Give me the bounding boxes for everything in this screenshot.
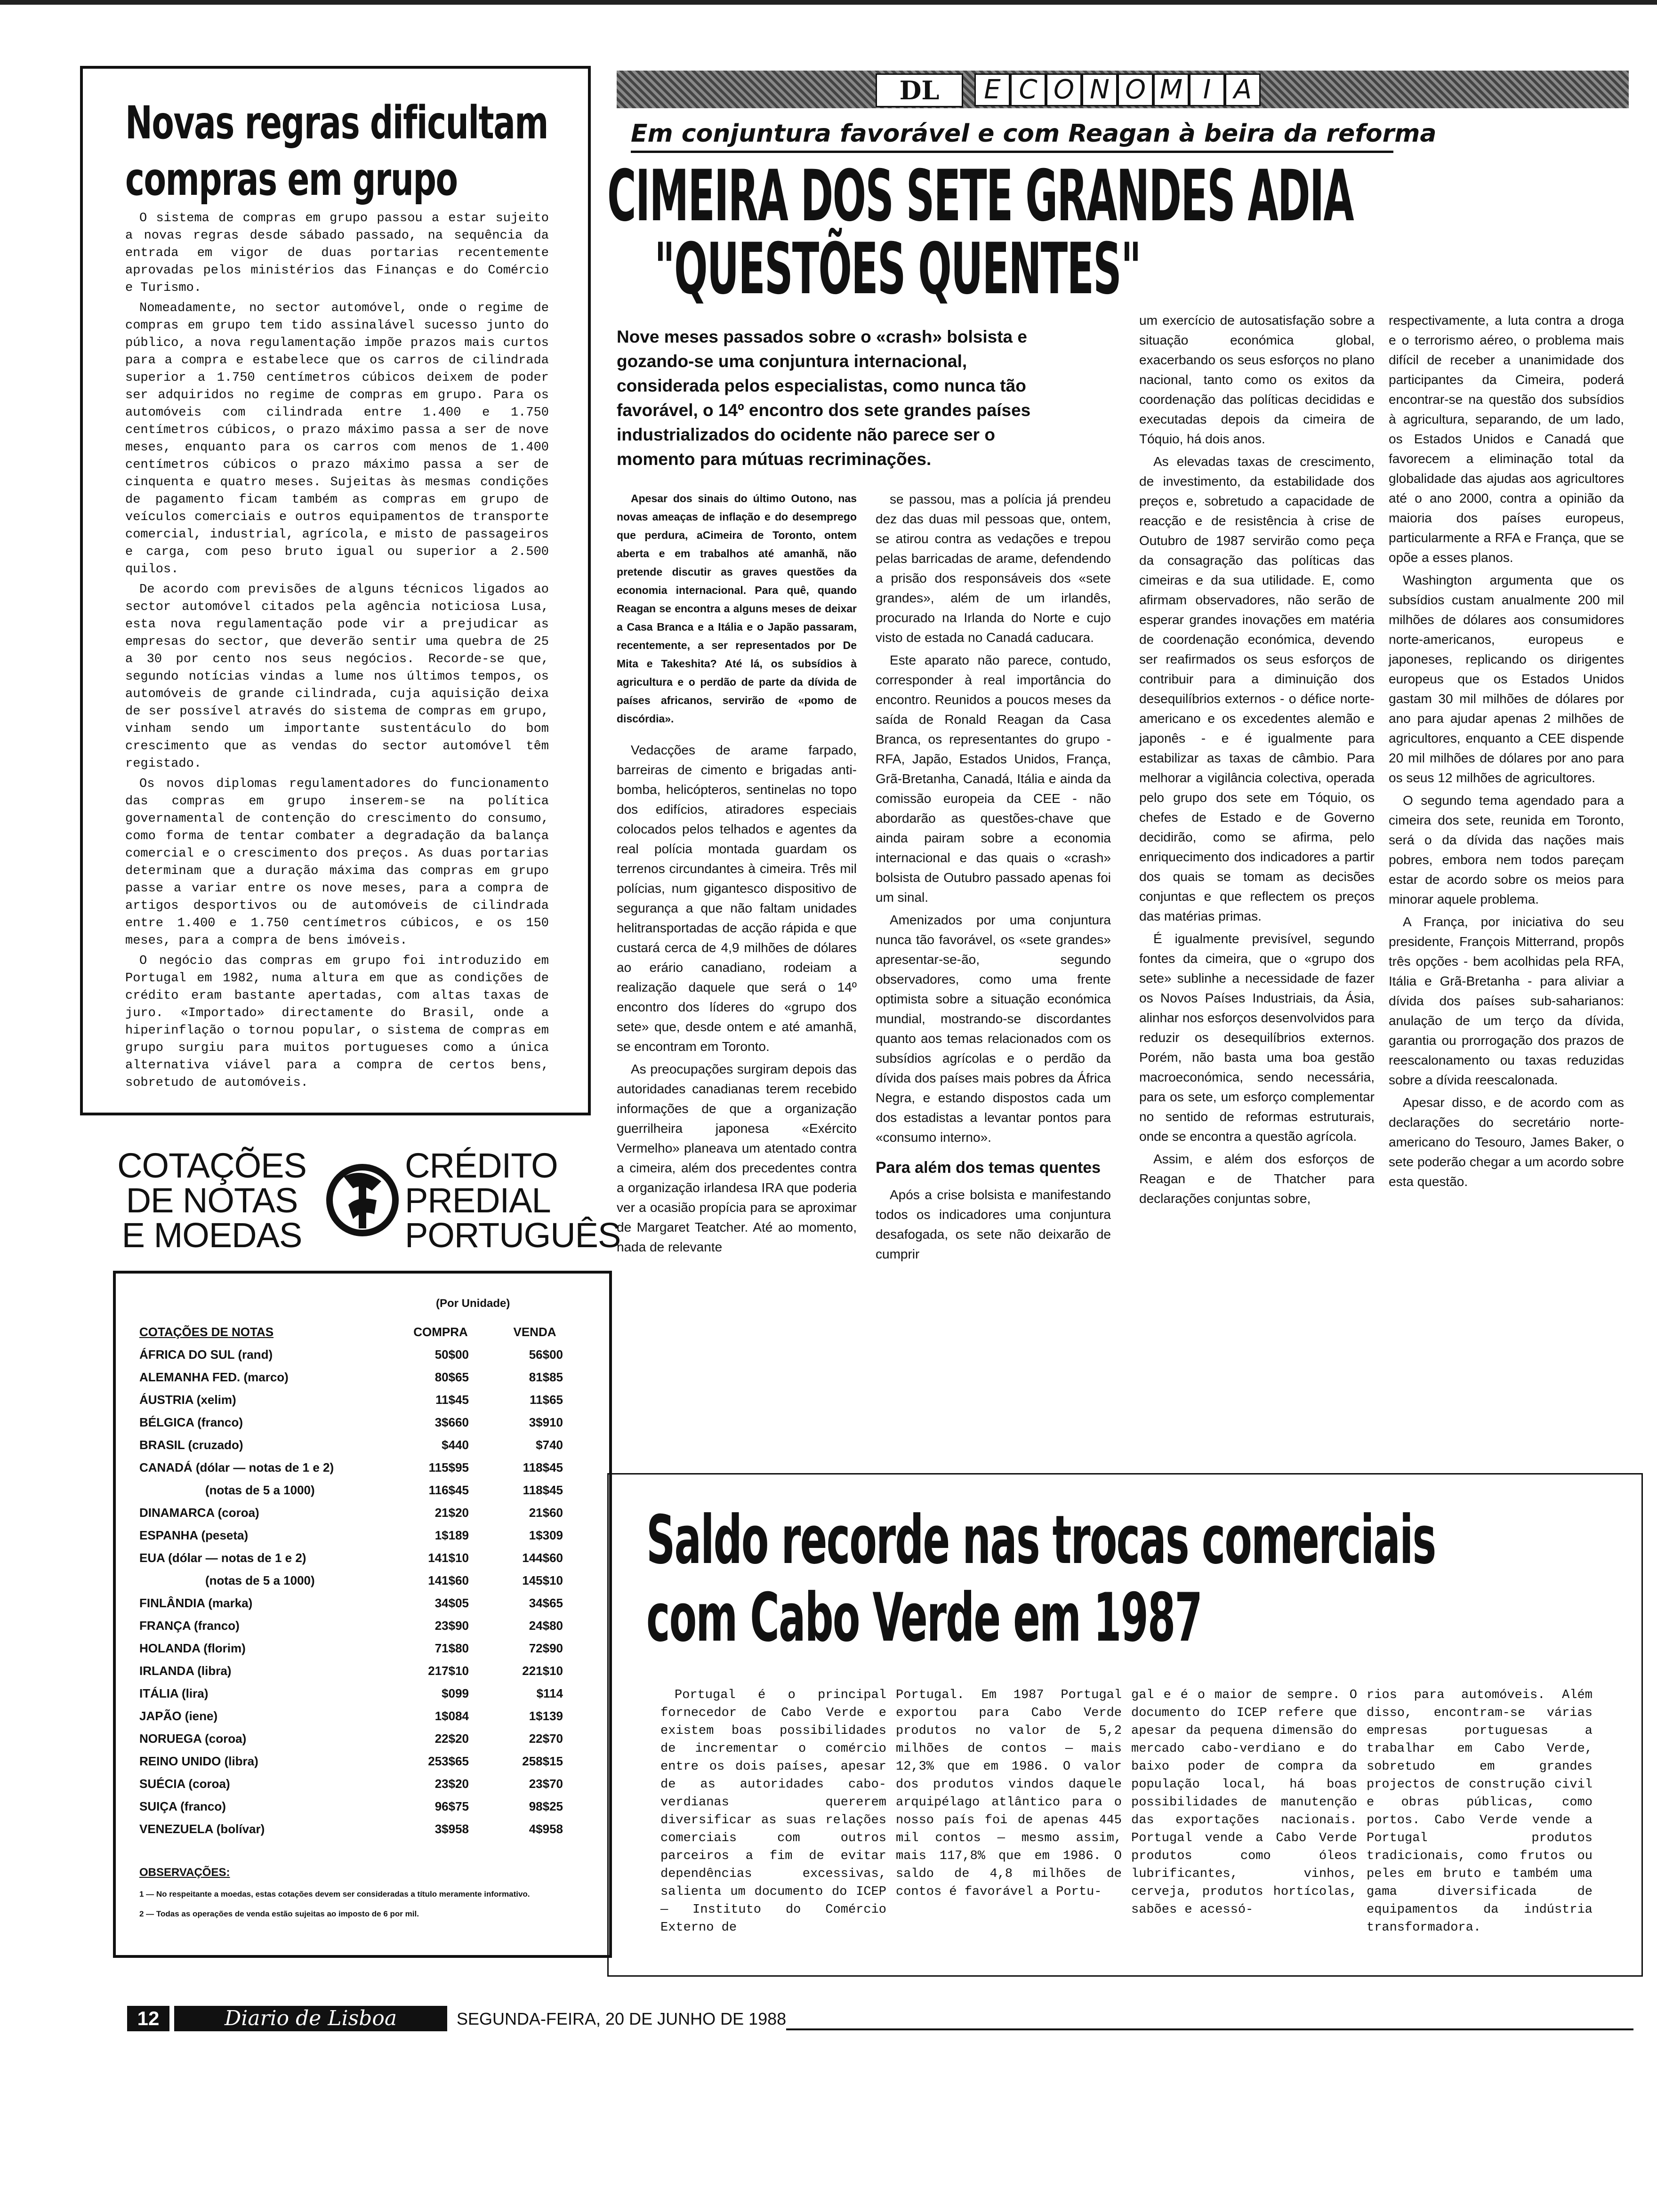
bottom-headline-line-1: Saldo recorde nas trocas comerciais (646, 1503, 1436, 1579)
main-headline (607, 160, 1643, 315)
col-header-buy: COMPRA (413, 1324, 468, 1339)
obs-title: OBSERVAÇÕES: (139, 1866, 230, 1879)
rate-row (139, 1592, 582, 1614)
paragraph: um exercício de autosatisfação sobre a situação económica global, exacerbando os seus esforços no plano nacional, tanto como os exitos da coordenação das políticas decididas e executadas depois da cimeira de Tóquio, há dois anos. (1139, 313, 1375, 446)
paragraph: As elevadas taxas de crescimento, de investimento, da estabilidade dos preços e, sobretudo a capacidade de reacção e de resistência à crise de Outubro de 1987 servirão como peça da consagração das políticas das cimeiras e da sua utilidade. E, como afirmam observadores, não serão de esperar grandes inovações em matéria de coordenação económica, devendo ser reafirmados os seus esforços de contribuir para a diminuição dos desequilíbrios externos - o défice norte-americano e os excedentes alemão e japonês - e é igualmente para estabilizar as taxas de câmbio. Para melhorar a vigilância colectiva, operada pelo grupo dos sete em Tóquio, os chefes de Estado e de Governo decidirão, como se afirma, pelo enriquecimento dos indicadores a partir dos quais se tomam as decisões conjuntas e que reflectem os preços das matérias primas. (1139, 454, 1375, 923)
top-rule (0, 0, 1657, 5)
buy-rate: 141$60 (428, 1573, 469, 1587)
bank-name-line: PORTUGUÊS (405, 1216, 621, 1255)
rate-row (139, 1614, 582, 1637)
sell-rate: 72$90 (529, 1641, 563, 1655)
paragraph: Apesar disso, e de acordo com as declarações do secretário norte-americano do Tesouro, James Baker, o sete poderão chegar a um acordo sobre esta questão. (1389, 1095, 1624, 1189)
currency-name: HOLANDA (florim) (139, 1641, 246, 1655)
rate-row (139, 1343, 582, 1366)
bottom-col-3: gal e é o maior de sempre. O documento do ICEP refere que apesar da pequena dimensão do mercado cabo-verdiano e do baixo poder de compra da população local, há boas possibilidades de manutenção das exportações nacionais. Portugal vende a Cabo Verde produtos como óleos lubrificantes, vinhos, cerveja, produtos hortícolas, sabões e acessó- (1131, 1688, 1357, 1917)
economia-banner (617, 71, 1629, 108)
rates-table-box (113, 1271, 612, 1958)
buy-rate: 217$10 (428, 1663, 469, 1678)
main-kicker: Em conjuntura favorável e com Reagan à beira da reforma (631, 120, 1437, 148)
sell-rate: 21$60 (529, 1505, 563, 1520)
rate-row (139, 1795, 582, 1818)
currency-name: ALEMANHA FED. (marco) (139, 1370, 289, 1384)
banner-letter: C (1010, 73, 1046, 106)
rate-row (139, 1524, 582, 1547)
rate-row (139, 1705, 582, 1727)
paragraph: Nomeadamente, no sector automóvel, onde o regime de compras em grupo tem tido assinalável sucesso junto do público, a nova regulamentação impõe prazos mais curtos para a compra e estabelece que os carros de cilindrada superior a 1.750 centímetros cúbicos deixem de poder ser adquiridos no regime de compras em grupo. Para os automóveis com cilindrada entre 1.400 e 1.750 centímetros cúbicos, o prazo máximo passa a ser de nove meses, enquanto para os carros com menos de 1.400 centímetros cúbicos o prazo máximo passa a ser de cinquenta e quatro meses. Sujeitas às mesmas condições de pagamento ficam também as compras em grupo de veículos comerciais e outros equipamentos de transporte comercial, industrial, agrícola, e misto de passageiros e carga, com peso bruto igual ou superior a 2.500 quilos. (125, 301, 549, 577)
bottom-headline (646, 1503, 1625, 1658)
rate-row (139, 1637, 582, 1659)
currency-name: EUA (dólar — notas de 1 e 2) (139, 1550, 306, 1565)
obs-note: 1 — No respeitante a moedas, estas cotações devem ser consideradas a título meramente informativo. (139, 1890, 530, 1899)
rates-table (139, 1321, 582, 1840)
article-headline (125, 97, 549, 205)
main-lead: Nove meses passados sobre o «crash» bolsista e gozando-se uma conjuntura internacional, considerada pelos especialistas, como nunca tão favorável, o 14º encontro dos sete grandes países industrializados do ocidente não parece ser o momento para mútuas recriminações. (617, 327, 1031, 469)
sell-rate: $740 (536, 1437, 563, 1452)
rate-row (139, 1750, 582, 1772)
buy-rate: 3$958 (434, 1821, 469, 1836)
buy-rate: 23$20 (434, 1776, 469, 1791)
rate-row (139, 1366, 582, 1388)
currency-name: BÉLGICA (franco) (139, 1415, 243, 1429)
sell-rate: 11$65 (530, 1392, 563, 1407)
sell-rate: 118$45 (523, 1460, 563, 1475)
rates-title (113, 1148, 311, 1253)
currency-name: (notas de 5 a 1000) (205, 1483, 315, 1497)
col-header-sell: VENDA (513, 1324, 556, 1339)
rate-row (139, 1727, 582, 1750)
sell-rate: $114 (536, 1686, 563, 1700)
buy-rate: 34$05 (434, 1595, 469, 1610)
currency-name: SUÉCIA (coroa) (139, 1776, 230, 1791)
sell-rate: 34$65 (529, 1595, 563, 1610)
buy-rate: 11$45 (435, 1392, 469, 1407)
sell-rate: 145$10 (522, 1573, 563, 1587)
rate-row (139, 1501, 582, 1524)
rate-row (139, 1772, 582, 1795)
rate-row (139, 1434, 582, 1456)
currency-name: CANADÁ (dólar — notas de 1 e 2) (139, 1460, 334, 1475)
currency-name: (notas de 5 a 1000) (205, 1573, 315, 1587)
rate-row (139, 1818, 582, 1840)
subhead: Para além dos temas quentes (876, 1159, 1101, 1177)
banner-letter: M (1153, 73, 1189, 106)
main-headline-line-2: "QUESTÕES QUENTES" (654, 228, 1141, 310)
headline-line-1: Novas regras dificultam (125, 96, 548, 149)
obs-note: 2 — Todas as operações de venda estão sujeitas ao imposto de 6 por mil. (139, 1909, 419, 1918)
buy-rate: 21$20 (434, 1505, 469, 1520)
masthead: Diario de Lisboa (174, 2006, 447, 2031)
buy-rate: $099 (442, 1686, 469, 1700)
cabo-verde-article (607, 1473, 1643, 1977)
bottom-col-4: rios para automóveis. Além disso, encontram-se várias empresas portuguesas a trabalhar em Cabo Verde, sobretudo em grandes projectos de construção civil e obras públicas, como portos. Cabo Verde vende a Portugal produtos tradicionais, como frutos ou peles em bruto e também uma gama diversificada de equipamentos da indústria transformadora. (1367, 1688, 1593, 1935)
bank-name-line: CRÉDITO (405, 1146, 558, 1185)
sell-rate: 4$958 (529, 1821, 563, 1836)
kicker-rule (631, 151, 1393, 153)
rate-row (139, 1456, 582, 1479)
main-headline-line-1: CIMEIRA DOS SETE GRANDES ADIA (607, 160, 1353, 237)
sell-rate: 98$25 (529, 1799, 563, 1813)
bottom-col-1: Portugal é o principal fornecedor de Cabo Verde e existem boas possibilidades de incrementar o comércio entre os dois países, apesar de as autoridades cabo-verdianas quererem diversificar as suas relações comerciais com outros parceiros a fim de evitar dependências excessivas, salienta um documento do ICEP — Instituto do Comércio Externo de (660, 1688, 886, 1935)
main-col-3 (1139, 311, 1375, 1211)
sell-rate: 258$15 (522, 1754, 563, 1768)
main-col-2 (876, 489, 1111, 1267)
rate-row (139, 1659, 582, 1682)
buy-rate: 96$75 (434, 1799, 469, 1813)
currency-name: NORUEGA (coroa) (139, 1731, 247, 1746)
rate-row (139, 1411, 582, 1434)
buy-rate: 22$20 (434, 1731, 469, 1746)
footer-rule (786, 2028, 1633, 2030)
col-header-currency: COTAÇÕES DE NOTAS (139, 1324, 274, 1339)
currency-name: SUIÇA (franco) (139, 1799, 226, 1813)
paragraph: O negócio das compras em grupo foi introduzido em Portugal em 1982, numa altura em que as condições de crédito eram bastante apertadas, com altas taxas de juro. «Importado» directamente do Brasil, onde a hiperinflação o tornou popular, o sistema de compras em grupo surgiu para muitos portugueses como a única alternativa viável para a compra de certos bens, sobretudo de automóveis. (125, 954, 549, 1090)
intro-paragraph: Apesar dos sinais do último Outono, nas novas ameaças de inflação e do desemprego que perdura, aCimeira de Toronto, ontem aberta e em trabalhos até amanhã, não pretende discutir as graves questões da economia internacional. Para quê, quando Reagan se encontra a alguns meses de deixar a Casa Branca e a Itália e o Japão passaram, recentemente, a ser representados por De Mita e Takeshita? Até lá, os subsídios à agricultura e o perdão de parte da dívida de países africanos, servirão de «pomo de discórdia». (617, 492, 857, 725)
rate-row (139, 1547, 582, 1569)
paragraph: É igualmente previsível, segundo fontes da cimeira, que o «grupo dos sete» sublinhe a necessidade de fazer os Novos Países Industriais, da Ásia, alinhar nos esforços desenvolvidos para reduzir os desequilíbrios externos. Porém, não basta uma boa gestão macroeconómica, sendo necessária, para os sete, um esforço complementar no sentido de reformas estruturais, onde se encontra a questão agrícola. (1139, 931, 1375, 1144)
page-number: 12 (127, 2006, 169, 2031)
footer-date: SEGUNDA-FEIRA, 20 DE JUNHO DE 1988 (457, 2009, 787, 2028)
buy-rate: 80$65 (434, 1370, 469, 1384)
paragraph: Vedacções de arame farpado, barreiras de cimento e brigadas anti-bomba, helicópteros, sentinelas no topo dos edifícios, atiradores especiais colocados pelos telhados e agentes da real polícia montada guardam os terrenos circundantes à cimeira. Três mil polícias, num gigantesco dispositivo de segurança a que não faltam unidades helitransportadas de acção rápida e que custará cerca de 4,9 milhões de dólares ao erário canadiano, rodeiam a realização daquele que será o 14º encontro dos líderes do «grupo dos sete» que, desde ontem e até amanhã, se encontram em Toronto. (617, 743, 857, 1054)
sell-rate: 56$00 (529, 1347, 563, 1362)
paragraph: A França, por iniciativa do seu presidente, François Mitterrand, propôs três opções - bem acolhidas pela RFA, Itália e Grã-Bretanha - para aliviar a dívida dos países sub-saharianos: anulação de um terço da dívida, garantia ou prorrogação dos prazos de reescalonamento ou taxas reduzidas sobre a dívida reescalonada. (1389, 914, 1624, 1087)
buy-rate: 115$95 (428, 1460, 469, 1475)
paragraph: se passou, mas a polícia já prendeu dez das duas mil pessoas que, ontem, se atirou contra as vedações e trepou pelas barricadas de arame, defendendo a prisão dos responsáveis dos «sete grandes», além de um irlandês, procurado na Irlanda do Norte e cujo visto de estada no Canadá caducara. (876, 492, 1111, 645)
currency-name: ÁUSTRIA (xelim) (139, 1392, 236, 1407)
currency-name: FRANÇA (franco) (139, 1618, 240, 1633)
buy-rate: 71$80 (434, 1641, 469, 1655)
buy-rate: 116$45 (428, 1483, 469, 1497)
paragraph: Assim, e além dos esforços de Reagan e de Thatcher para declarações conjuntas sobre, (1139, 1152, 1375, 1206)
main-col-4 (1389, 311, 1624, 1194)
buy-rate: 3$660 (434, 1415, 469, 1429)
rates-header (113, 1146, 621, 1266)
rate-row (139, 1682, 582, 1705)
currency-name: REINO UNIDO (libra) (139, 1754, 258, 1768)
sell-rate: 1$139 (529, 1708, 563, 1723)
paragraph: respectivamente, a luta contra a droga e o terrorismo aéreo, o problema mais difícil de receber a unanimidade dos participantes da Cimeira, poderá encontrar-se na questão dos subsídios à agricultura, separando, de um lado, os Estados Unidos e Canadá que favorecem a eliminação total da globalidade das ajudas aos agricultores até o ano 2000, contra a opinião da maioria dos países europeus, particularmente a RFA e França, que se opõe a esses planos. (1389, 313, 1624, 565)
sell-rate: 81$85 (529, 1370, 563, 1384)
sell-rate: 3$910 (529, 1415, 563, 1429)
buy-rate: 50$00 (434, 1347, 469, 1362)
currency-name: DINAMARCA (coroa) (139, 1505, 259, 1520)
buy-rate: $440 (442, 1437, 469, 1452)
compras-grupo-article (80, 66, 591, 1115)
rate-row (139, 1569, 582, 1592)
currency-name: ESPANHA (peseta) (139, 1528, 249, 1542)
sell-rate: 23$70 (529, 1776, 563, 1791)
rate-row (139, 1388, 582, 1411)
observations (139, 1867, 582, 1920)
paragraph: Washington argumenta que os subsídios custam anualmente 200 mil milhões de dólares aos consumidores norte-americanos, europeus e japoneses, replicando os dirigentes europeus que os Estados Unidos gastam 30 mil milhões de dólares por ano para ajudar apenas 2 milhões de agricultores, enquanto a CEE dispende 20 mil milhões de dólares por ano para os seus 12 milhões de agricultores. (1389, 573, 1624, 785)
currency-name: FINLÂNDIA (marka) (139, 1595, 253, 1610)
dl-logo: DL (876, 73, 963, 107)
buy-rate: 141$10 (428, 1550, 469, 1565)
currency-name: ITÁLIA (lira) (139, 1686, 209, 1700)
bank-name (405, 1146, 621, 1255)
rate-row (139, 1479, 582, 1501)
footer (127, 2006, 1633, 2034)
banner-letter: E (974, 73, 1010, 106)
banner-letter: O (1118, 73, 1153, 106)
buy-rate: 23$90 (434, 1618, 469, 1633)
sell-rate: 118$45 (523, 1483, 563, 1497)
sell-rate: 144$60 (522, 1550, 563, 1565)
paragraph: As preocupações surgiram depois das autoridades canadianas terem recebido informações de que a organização guerrilheira japonesa «Exército Vermelho» planeava um atentado contra a cimeira, além dos precedentes contra a organização irlandesa IRA que poderia ver a ocasião propícia para se aproximar de Margaret Teatcher. Até ao momento, nada de relevante (617, 1062, 857, 1254)
currency-name: JAPÃO (iene) (139, 1708, 218, 1723)
rates-body (139, 1343, 582, 1840)
bottom-headline-line-2: com Cabo Verde em 1987 (646, 1579, 1202, 1657)
rates-header-row (139, 1321, 582, 1343)
banner-letter: O (1046, 73, 1082, 106)
paragraph: O sistema de compras em grupo passou a estar sujeito a novas regras desde sábado passado, na sequência da entrada em vigor de duas portarias recentemente aprovadas pelos ministérios das Finanças e do Comércio e Turismo. (125, 211, 549, 295)
currency-name: VENEZUELA (bolívar) (139, 1821, 265, 1836)
paragraph: O segundo tema agendado para a cimeira dos sete, reunida em Toronto, será o da dívida das nações mais pobres, embora nem todos pareçam estar de acordo sobre os meios para minorar aquele problema. (1389, 793, 1624, 906)
bank-logo-icon (325, 1158, 400, 1242)
headline-line-2: compras em grupo (125, 153, 458, 206)
sell-rate: 1$309 (529, 1528, 563, 1542)
banner-letter: A (1225, 73, 1261, 106)
unit-note: (Por Unidade) (436, 1297, 510, 1310)
banner-letter: N (1082, 73, 1118, 106)
currency-name: IRLANDA (libra) (139, 1663, 232, 1678)
rates-title-line: DE NOTAS (126, 1181, 298, 1220)
rates-title-line: E MOEDAS (121, 1216, 302, 1255)
bottom-col-2: Portugal. Em 1987 Portugal exportou para Cabo Verde produtos no valor de 5,2 milhões de contos — mais 12,3% que em 1986. O valor dos produtos vindos daquele arquipélago atlântico para o nosso país foi de apenas 445 mil contos — mesmo assim, mais 117,8% que em 1986. O saldo de 4,8 milhões de contos é favorável a Portu- (896, 1688, 1122, 1899)
paragraph: De acordo com previsões de alguns técnicos ligados ao sector automóvel citados pela agência noticiosa Lusa, esta nova regulamentação pode vir a prejudicar as empresas do sector, que deverão sentir uma quebra de 25 a 30 por cento nos seus negócios. Recorde-se que, segundo notícias vindas a lume nos últimos tempos, os automóveis de grande cilindrada, cuja aquisição deixa de ser possível através do sistema de compras em grupo, vinham sendo um importante sustentáculo do bom crescimento que as vendas do sector automóvel têm registado. (125, 583, 549, 771)
banner-letter: I (1189, 73, 1225, 106)
sell-rate: 22$70 (529, 1731, 563, 1746)
buy-rate: 1$189 (434, 1528, 469, 1542)
buy-rate: 253$65 (428, 1754, 469, 1768)
sell-rate: 221$10 (522, 1663, 563, 1678)
main-col-1 (617, 489, 857, 1260)
paragraph: Os novos diplomas regulamentadores do funcionamento das compras em grupo inserem-se na política governamental de contenção do crescimento do consumo, como forma de tentar combater a degradação da balança comercial e o crescimento dos preços. As duas portarias determinam que a duração máxima das compras em grupo passe a variar entre os nove meses, para a compra de artigos desportivos ou de automóveis de cilindrada entre 1.400 e 1.750 centímetros cúbicos, e os 150 meses, para a compra de bens imóveis. (125, 777, 549, 948)
currency-name: BRASIL (cruzado) (139, 1437, 243, 1452)
bank-name-line: PREDIAL (405, 1181, 551, 1220)
buy-rate: 1$084 (434, 1708, 469, 1723)
paragraph: Amenizados por uma conjuntura nunca tão favorável, os «sete grandes» apresentar-se-ão, segundo observadores, como uma frente optimista sobre a situação económica mundial, mostrando-se discordantes quanto aos temas relacionados com os subsídios agrícolas e o perdão da dívida dos países mais pobres da África Negra, e estando dispostos cada um dos estadistas a levantar pontos para «consumo interno». (876, 913, 1111, 1145)
economia-letters (974, 73, 1261, 104)
paragraph: Este aparato não parece, contudo, corresponder à real importância do encontro. Reunidos a poucos meses da saída de Ronald Reagan da Casa Branca, os representantes do grupo - RFA, Japão, Estados Unidos, França, Grã-Bretanha, Canadá, Itália e ainda da comissão europeia da CEE - não abordarão as questões-chave que ainda pairam sobre a economia internacional e das quais o «crash» bolsista de Outubro passado apenas foi um sinal. (876, 653, 1111, 905)
sell-rate: 24$80 (529, 1618, 563, 1633)
currency-name: ÁFRICA DO SUL (rand) (139, 1347, 273, 1362)
paragraph: Após a crise bolsista e manifestando todos os indicadores uma conjuntura desafogada, os sete não deixarão de cumprir (876, 1187, 1111, 1261)
article-body (125, 210, 549, 1095)
rates-title-line: COTAÇÕES (117, 1146, 306, 1185)
